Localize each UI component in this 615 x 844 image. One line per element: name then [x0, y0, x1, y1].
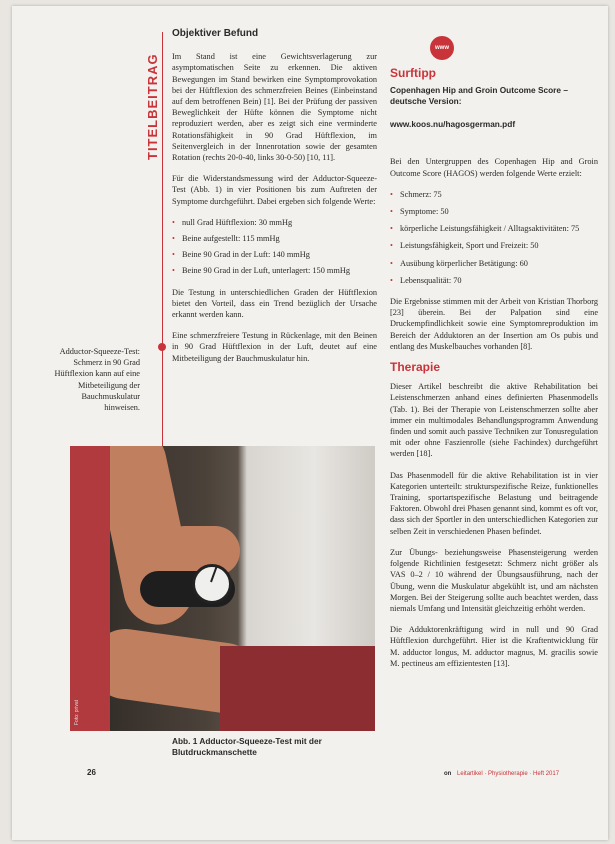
shirt-shape — [70, 446, 110, 731]
paragraph: Bei den Untergruppen des Copenhagen Hip and Groin Outcome Score (HAGOS) werden folgende Werte erzielt: — [390, 157, 598, 178]
www-icon: www — [430, 36, 454, 60]
figure-caption: Abb. 1 Adductor-Squeeze-Test mit der Blutdruckmanschette — [172, 736, 322, 757]
heading-therapie: Therapie — [390, 360, 441, 375]
pressure-gauge — [192, 564, 232, 604]
paragraph: Das Phasenmodell für die aktive Rehabilitation ist in vier Kategorien unterteilt: strukturspezifische Reize, funktionelles Training, sportartspezifische Belastung und beitragende Faktoren. Obwohl drei Phasen genannt sind, kommt es oft vor, dass sich der Sportler in den unterschiedlichen Kategorien zur selben Zeit in verschiedenen Phasen befindet. — [390, 470, 598, 536]
rule-marker — [158, 343, 166, 351]
paragraph: Dieser Artikel beschreibt die aktive Rehabilitation bei Leistenschmerzen anhand eines definierten Phasenmodells (Tab. 1). Bei der Therapie von Leistenschmerzen sollte aber immer ein multimodales Behandlungsprogramm Anwendung finden und somit auch passive Techniken zur Tonusregulation mit oder ohne Faszienrolle (siehe Fachindex) durchgeführt werden [18]. — [390, 382, 598, 459]
list-item: • Leistungsfähigkeit, Sport und Freizeit: 50 — [390, 240, 598, 251]
paragraph: Zur Übungs- beziehungsweise Phasensteigerung werden folgende Richtlinien festgesetzt: Schmerz nicht größer als VAS 0–2 / 10 während der Übungsausführung, nach der Übung, wenn die Muskulatur abgekühlt ist, und am nächsten Morgen. Bei der Steigerung sollte auch beachtet werden, dass niemals Umfang und Intensität gleichzeitig erhöht werden. — [390, 547, 598, 613]
footer-page: on — [444, 771, 452, 777]
list-item: • null Grad Hüftflexion: 30 mmHg — [172, 217, 377, 228]
heading-objektiver-befund: Objektiver Befund — [172, 28, 259, 39]
list-item: • Schmerz: 75 — [390, 189, 598, 200]
list-item: • Symptome: 50 — [390, 206, 598, 217]
list-item: • Beine 90 Grad in der Luft, unterlagert: 150 mmHg — [172, 265, 377, 276]
paragraph: Die Ergebnisse stimmen mit der Arbeit von Kristian Thorborg [23] überein. Bei der Palpation sind eine Druckempfindlichkeit sowie eine Symptomreproduktion im Bereich der Adduktoren an der Insertion am Os pubis und entlang des Muskelbauches vorhanden [8]. — [390, 297, 598, 351]
surftipp-description: Copenhagen Hip and Groin Outcome Score – deutsche Version: — [390, 85, 568, 107]
surftipp-title: Surftipp — [390, 66, 436, 80]
paragraph: Eine schmerzfreiere Testung in Rückenlage, mit den Beinen in 90 Grad Hüftflexion in der Luft, deutet auf eine Mitbeteiligung der Bauchmuskulatur hin. — [172, 331, 377, 363]
paragraph: Die Adduktorenkräftigung wird in null und 90 Grad Hüftflexion durchgeführt. Hier ist die Kraftentwicklung für M. adductor longus, M. adductor magnus, M. gracilis sowie M. pectineus am effizientesten [13]. — [390, 625, 598, 668]
margin-note: Adductor-Squeeze-Test: Schmerz in 90 Grad Hüftflexion kann auf eine Mitbeteiligung der Bauchmuskulatur hinweisen. — [54, 347, 140, 413]
left-column — [172, 28, 377, 374]
list-item: • körperliche Leistungsfähigkeit / Alltagsaktivitäten: 75 — [390, 223, 598, 234]
figure-photo — [70, 446, 375, 731]
list-item: • Ausübung körperlicher Betätigung: 60 — [390, 258, 598, 269]
right-column — [390, 36, 598, 679]
section-rule — [162, 32, 163, 452]
section-label: TITELBEITRAG — [145, 53, 160, 160]
list-item: • Beine aufgestellt: 115 mmHg — [172, 233, 377, 244]
page-number: 26 — [87, 768, 96, 777]
list-item: • Lebensqualität: 70 — [390, 275, 598, 286]
list-item: • Beine 90 Grad in der Luft: 140 mmHg — [172, 249, 377, 260]
paragraph: Die Testung in unterschiedlichen Graden der Hüftflexion bietet den Vorteil, dass ein Trend bezüglich der Ursache erkannt werden kann. — [172, 287, 377, 320]
footer-text: Leitartikel · Physiotherapie · Heft 2017 — [457, 771, 560, 777]
photo-credit: Foto: privat — [74, 699, 80, 725]
hagos-list — [390, 189, 598, 286]
paragraph: Für die Widerstandsmessung wird der Adductor-Squeeze-Test (Abb. 1) in vier Positionen bis zum Auftreten der Symptome durchgeführt. Dabei ergeben sich folgende Werte: — [172, 174, 377, 206]
paragraph: Im Stand ist eine Gewichtsverlagerung zur asymptomatischen Seite zu erkennen. Die aktiven Bewegungen im Stand bewirken eine Symptomprovokation bei der Hüftflexion des schmerzfreien Beines (Einbeinstand auf dem betroffenen Bein) [1]. Bei der Prüfung der passiven Beweglichkeit der Hüfte können die Symptome nicht reproduziert werden, aber es zeigt sich eine verminderte Rotationsfähigkeit in 90 Grad Hüftflexion, im Seitenvergleich in der Innenrotation sowie der gesamten Rotation (rechts 20-0-40, links 30-0-50) [10, 11]. — [172, 52, 377, 163]
measurement-list — [172, 217, 377, 277]
fabric-shape — [220, 646, 375, 731]
surftipp-link[interactable]: www.koos.nu/hagosgerman.pdf — [390, 119, 516, 130]
footer — [444, 771, 559, 777]
magazine-page — [12, 6, 608, 840]
